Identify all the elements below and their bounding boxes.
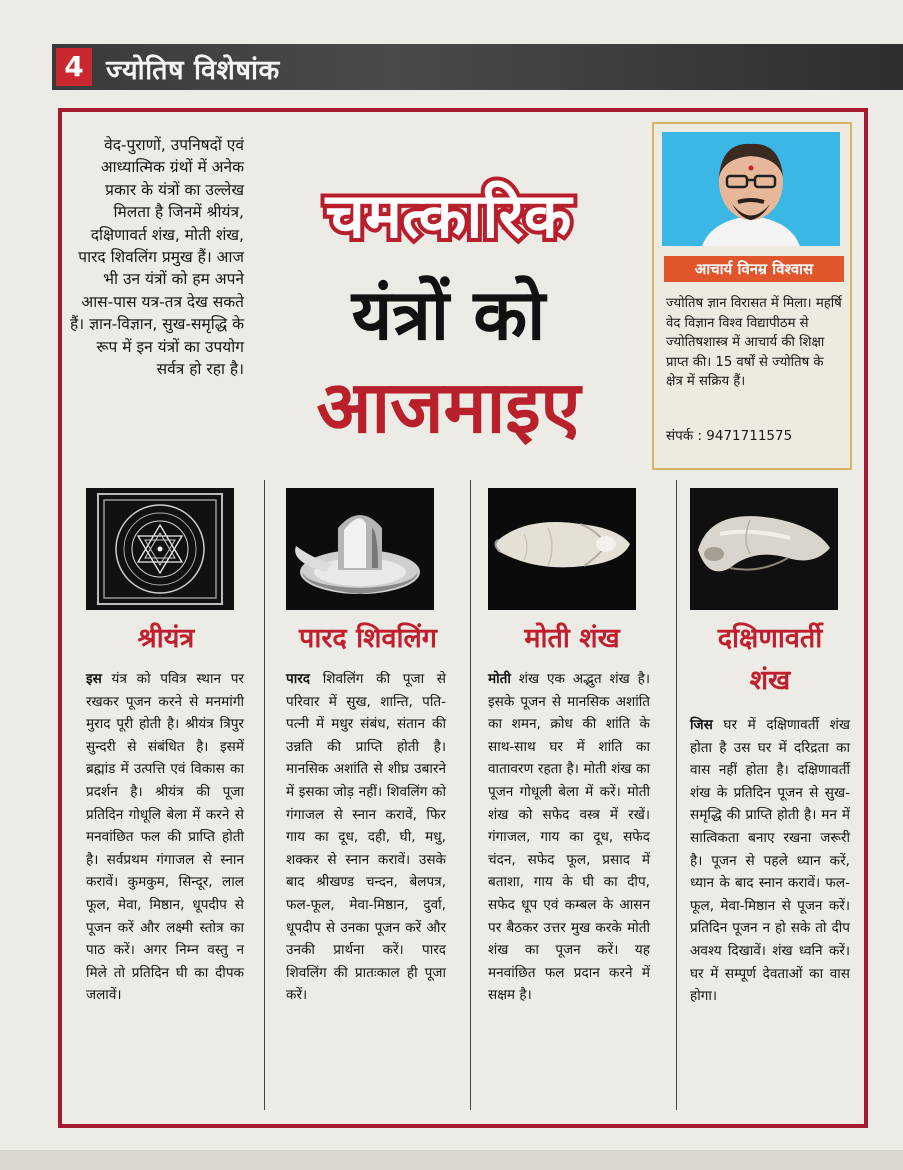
author-name: आचार्य विनम्र विश्वास — [664, 256, 844, 282]
moti-shankh-image — [488, 488, 636, 610]
col-text-moti-shankh — [488, 668, 650, 1007]
lead-word: पारद — [286, 671, 311, 687]
col-title-shriyantra: श्रीयंत्र — [137, 623, 195, 654]
body-text: शिवलिंग की पूजा से परिवार में सुख, शान्ति, पति-पत्नी में मधुर संबंध, संतान की उन्नति की प्राप्ति होती है। मानसिक अशांति से शीघ्र उबारने में इसका जोड़ नहीं। शिवलिंग को गंगाजल से स्नान करावें, फिर गाय का दूध, दही, घी, मधु, शक्कर से स्नान करावें। उसके बाद श्रीखण्ड चन्दन, बेलपत्र, फल-फूल, मेवा-मिष्ठान, दुर्वा, धूपदीप से उनका पूजन करें और उनकी प्रार्थना करें। पारद शिवलिंग की प्रातःकाल ही पूजा करें। — [286, 671, 446, 1004]
column-divider — [470, 480, 471, 1110]
column-divider — [264, 480, 265, 1110]
page-number: 4 — [56, 48, 92, 86]
body-text: यंत्र को पवित्र स्थान पर रखकर पूजन करने से मनमांगी मुराद पूरी होती है। श्रीयंत्र त्रिपुर सुन्दरी से संबंधित है। इसमें ब्रह्मांड में उत्पत्ति एवं विकास का प्रदर्शन है। श्रीयंत्र की पूजा प्रतिदिन गोधूलि बेला में करने से मनवांछित फल की प्राप्ति होती है। सर्वप्रथम गंगाजल से स्नान करावें। कुमकुम, सिन्दूर, लाल फूल, मेवा, मिष्ठान, धूपदीप से पूजन करें और लक्ष्मी स्तोत्र का पाठ करें। अगर निम्न वस्तु न मिले तो प्रतिदिन घी का दीपक जलावें। — [86, 671, 244, 1004]
lead-word: जिस — [690, 717, 713, 733]
author-contact: संपर्क : 9471711575 — [666, 428, 793, 444]
author-bio: ज्योतिष ज्ञान विरासत में मिला। महर्षि वेद विज्ञान विश्व विद्यापीठम से ज्योतिषशास्त्र में आचार्य की शिक्षा प्राप्त की। 15 वर्षों से ज्योतिष के क्षेत्र में सक्रिय हैं। — [666, 296, 842, 389]
lead-word: इस — [86, 671, 102, 687]
headline-line-3: आजमाइए — [316, 365, 581, 449]
dakshinavarti-shankh-image — [690, 488, 838, 610]
body-text: शंख एक अद्भुत शंख है। इसके पूजन से मानसिक अशांति का शमन, क्रोध की शांति के साथ-साथ घर में शांति का वातावरण रहता है। मोती शंख का पूजन गोधूली बेला में करें। मोती शंख को सफेद वस्त्र में रखें। गंगाजल, गाय का दूध, सफेद चंदन, सफेद फूल, प्रसाद में बताशा, गाय के घी का दीप, सफेद धूप एवं कम्बल के आसन पर बैठकर उत्तर मुख करके मोती शंख का पूजन करें। यह मनवांछित फल प्रदान करने में सक्षम है। — [488, 671, 650, 1004]
shriyantra-image — [86, 488, 234, 610]
section-title: ज्योतिष विशेषांक — [106, 55, 280, 86]
col-title-dakshinavarti-line1: दक्षिणावर्ती — [717, 623, 823, 654]
page-bottom-band — [0, 1150, 903, 1170]
col-text-shriyantra — [86, 668, 244, 1007]
body-text: घर में दक्षिणावर्ती शंख होता है उस घर में दरिद्रता का वास नहीं होता है। दक्षिणावर्ती शंख के प्रतिदिन पूजन से सुख-समृद्धि की प्राप्ति होती है। मन में सात्विकता बनाए रखना जरूरी है। पूजन से पहले ध्यान करें, ध्यान के बाद स्नान करावें। फल-फूल, मेवा-मिष्ठान से पूजन करें। प्रतिदिन पूजन न हो सके तो दीप अवश्य दिखावें। शंख ध्वनि करें। घर में सम्पूर्ण देवताओं का वास होगा। — [690, 717, 850, 1005]
author-photo — [662, 132, 840, 246]
col-title-parad-shivling: पारद शिवलिंग — [299, 623, 437, 654]
intro-paragraph: वेद-पुराणों, उपनिषदों एवं आध्यात्मिक ग्रंथों में अनेक प्रकार के यंत्रों का उल्लेख मिलता है जिनमें श्रीयंत्र, दक्षिणावर्त शंख, मोती शंख, पारद शिवलिंग प्रमुख हैं। आज भी उन यंत्रों को हम अपने आस-पास यत्र-तत्र देख सकते हैं। ज्ञान-विज्ञान, सुख-समृद्धि के रूप में इन यंत्रों का उपयोग सर्वत्र हो रहा है। — [70, 136, 244, 379]
lead-word: मोती — [488, 671, 511, 687]
column-divider — [676, 480, 677, 1110]
col-title-moti-shankh: मोती शंख — [524, 623, 620, 654]
parad-shivling-image — [286, 488, 434, 610]
col-title-dakshinavarti-line2: शंख — [749, 665, 791, 696]
headline-line-1: चमत्कारिक — [325, 179, 572, 252]
col-text-dakshinavarti — [690, 714, 850, 1008]
col-text-parad-shivling — [286, 668, 446, 1007]
headline-line-2: यंत्रों को — [351, 274, 546, 356]
